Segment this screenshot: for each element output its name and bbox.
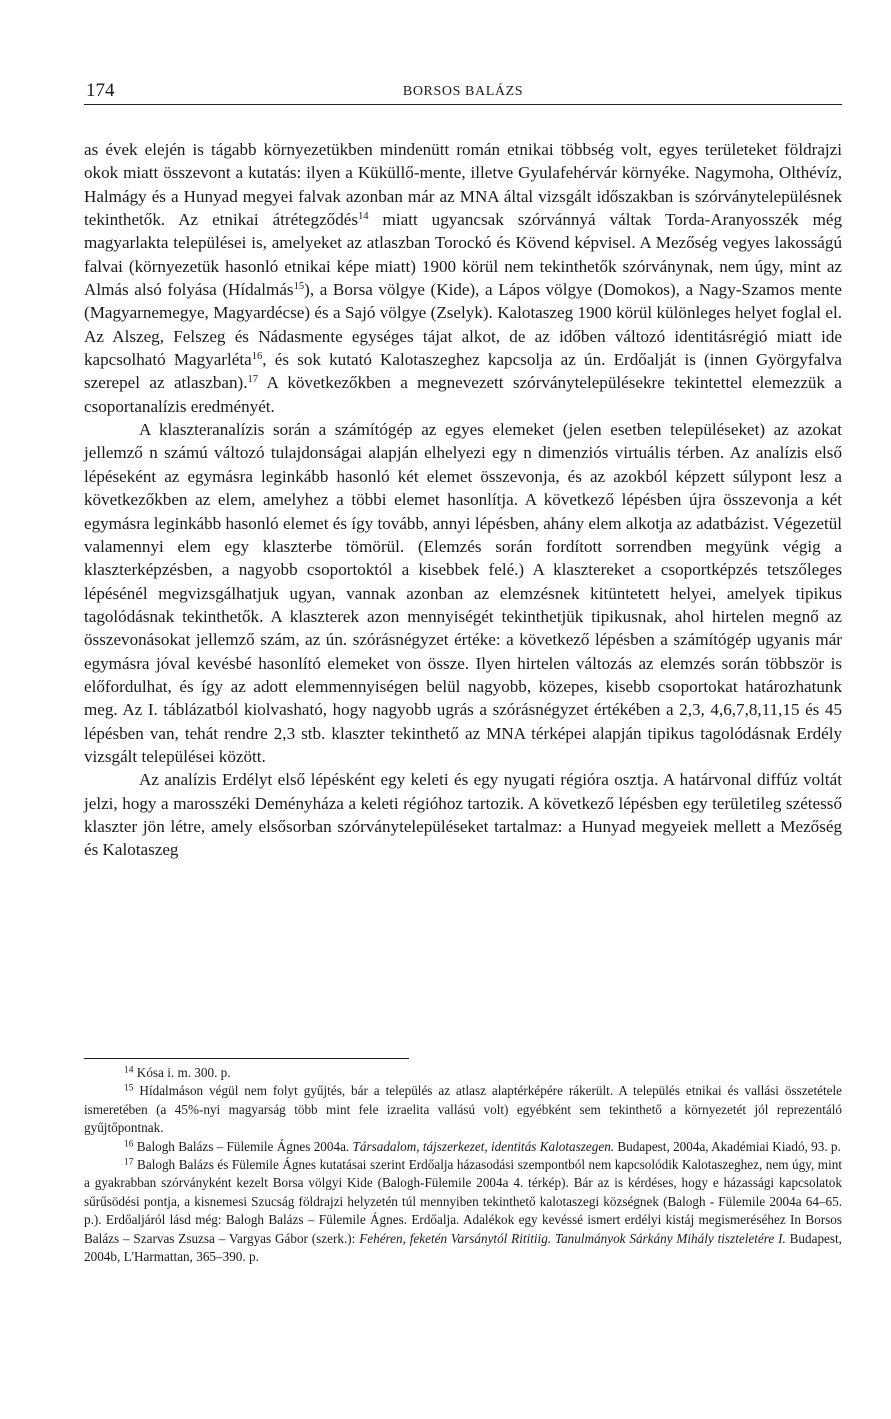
p1-text-4: , és sok kutató Kalotaszeghez kapcsolja az ún. Erdőalját is (innen Györgyfalva szerepel az atlaszban). [84, 350, 842, 393]
p1-text-3: ), a Borsa völgye (Kide), a Lápos völgye (Domokos), a Nagy-Szamos mente (Magyarnemegye, Magyardécse) és a Sajó völgye (Zselyk). Kalotaszeg 1900 körül különleges helyet foglal el. Az Alszeg, Felszeg és Nádasmente egységes tájat alkot, de az időben változó identitásrégió miatt ide kapcsolható Magyarléta [84, 280, 842, 370]
footnote-text: Balogh Balázs – Fülemile Ágnes 2004a. [136, 1138, 353, 1154]
footnote-15 [84, 1082, 842, 1137]
footnote-number: 15 [124, 1084, 134, 1095]
page-number: 174 [86, 80, 115, 101]
running-head-author: BORSOS BALÁZS [402, 84, 524, 99]
footnote-text: Hídalmáson végül nem folyt gyűjtés, bár a település az atlasz alaptérképére rákerült. A település etnikai és vallási összetétele ismeretében (a 45%-nyi magyarság több mint fele izraelita vallású volt) egyébként sem tekinthető a környezetét jól reprezentáló gyűjtőpontnak. [84, 1083, 843, 1136]
paragraph-2: A klaszteranalízis során a számítógép az egyes elemeket (jelen esetben településeket) az azokat jellemző n számú változó tulajdonságai alapján elhelyezi egy n dimenziós virtuális térben. Az analízis első lépéseként az egymásra leginkább hasonló két elemet összevonja, és az azokból képzett súlypont lesz a következőkben az elem, amelyhez a többi elemet hasonlítja. A következő lépésben újra összevonja a két egymásra leginkább hasonló elemet és így tovább, annyi lépésben, ahány elem alkotja az adatbázist. Végezetül valamennyi elem egy klaszterbe tömörül. (Elemzés során fordított sorrendben megyünk végig a klaszterképzésben, a nagyobb csoportoktól a kisebbek felé.) A klasztereket a csoportképzés tetszőleges lépésénél megvizsgálhatjuk ugyan, vannak azonban az elemzésnek kitüntetett helyei, amelyek tipikus tagolódásnak tekinthetők. A klaszterek azon mennyiségét tekinthetjük tipikusnak, ahol hirtelen megnő az összevonásokat jellemző szám, az ún. szórásnégyzet értéke: a következő lépésben a számítógép ugyanis már egymásra jóval kevésbé hasonlító elemeket von össze. Ilyen hirtelen változás az elemzés során többször is előfordulhat, és így az adott elemmennyiségen belül nagyobb, közepes, kisebb csoportokat határozhatunk meg. Az I. táblázatból kiolvasható, hogy nagyobb ugrás a szórásnégyzet értékében a 2,3, 4,6,7,8,11,15 és 45 lépésben van, tehát rendre 2,3 stb. klaszter tekinthető az MNA térképei alapján tipikus tagolódásnak Erdély vizsgált települései között. [84, 420, 842, 766]
paragraph-3: Az analízis Erdélyt első lépésként egy keleti és egy nyugati régióra osztja. A határvonal diffúz voltát jelzi, hogy a marosszéki Deményháza a keleti régióhoz tartozik. A következő lépésben egy területileg szétesső klaszter jön létre, amely elsősorban szórványtelepüléseket tartalmaz: a Hunyad megyeiek mellett a Mezőség és Kalotaszeg [84, 770, 842, 860]
p1-text-5: A következőkben a megnevezett szórványtelepülésekre tekintettel elemezzük a csoportanalízis eredményét. [84, 373, 842, 416]
footnote-title-italic: Társadalom, tájszerkezet, identitás Kalotaszegen. [352, 1138, 615, 1154]
p1-text-2: miatt ugyancsak szórvánnyá váltak Torda-Aranyosszék még magyarlakta települései is, amelyeket az atlaszban Torockó és Kövend képvisel. A Mezőség vegyes lakosságú falvai (környezetük hasonló etnikai képe miatt) 1900 körül nem tekinthetők szórványnak, nem úgy, mint az Almás alsó folyása (Hídalmás [84, 210, 842, 300]
footnote-ref-14[interactable]: 14 [358, 211, 369, 223]
footnote-separator [84, 1058, 409, 1059]
footnote-number: 16 [124, 1139, 134, 1150]
footnote-ref-15[interactable]: 15 [293, 281, 305, 293]
page-header [84, 80, 842, 105]
body-text [84, 138, 842, 862]
footnote-text: Balogh Balázs és Fülemile Ágnes kutatásai szerint Erdőalja házasodási szempontból nem kapcsolódik Kalotaszeghez, nem úgy, mint a gyakrabban szórványként kezelt Borsa völgyi Kide (Balogh-Fülemile 2004a 4. térkép). Bár az is kérdéses, hogy e házassági kapcsolatok sűrűsödési pontja, a kisnemesi Szucság földrajzi helyzetén túl mennyiben tekinthető kalotaszegi községnek (Balogh - Fülemile 2004a 64–65. p.). Erdőaljáról lásd még: Balogh Balázs – Fülemile Ágnes. Erdőalja. Adalékok egy kevéssé ismert erdélyi kistáj megismeréséhez In Borsos Balázs – Szarvas Zsuzsa – Vargyas Gábor (szerk.): [84, 1157, 842, 1246]
footnote-title-italic: Fehéren, feketén Varsánytól Rititiig. Tanulmányok Sárkány Mihály tiszteletére I. [359, 1230, 786, 1246]
footnote-number: 14 [124, 1065, 134, 1076]
footnote-text: Kósa i. m. 300. p. [136, 1065, 231, 1080]
footnote-number: 17 [124, 1157, 134, 1168]
footnote-17 [84, 1156, 842, 1266]
footnote-text: Budapest, 2004a, Akadémiai Kiadó, 93. p. [614, 1138, 841, 1154]
footnote-16 [84, 1138, 842, 1156]
footnote-ref-16[interactable]: 16 [251, 351, 263, 363]
p1-text-1: as évek elején is tágabb környezetükben mindenütt román etnikai többség volt, egyes területeket földrajzi okok miatt összevont a kutatás: ilyen a Küküllő-mente, illetve Gyulafehérvár környéke. Nagymoha, Olthévíz, Halmágy és a Hunyad megyei falvak azonban már az MNA által vizsgált időszakban is szórványtelepülésnek tekinthetők. Az etnikai átrétegződés [84, 140, 842, 230]
footnote-text: Budapest, 2004b, L'Harmattan, 365–390. p. [84, 1230, 842, 1265]
footnote-14 [84, 1064, 842, 1082]
footnotes [84, 1064, 842, 1266]
paragraph-1 [84, 138, 842, 418]
footnote-ref-17[interactable]: 17 [247, 374, 259, 386]
